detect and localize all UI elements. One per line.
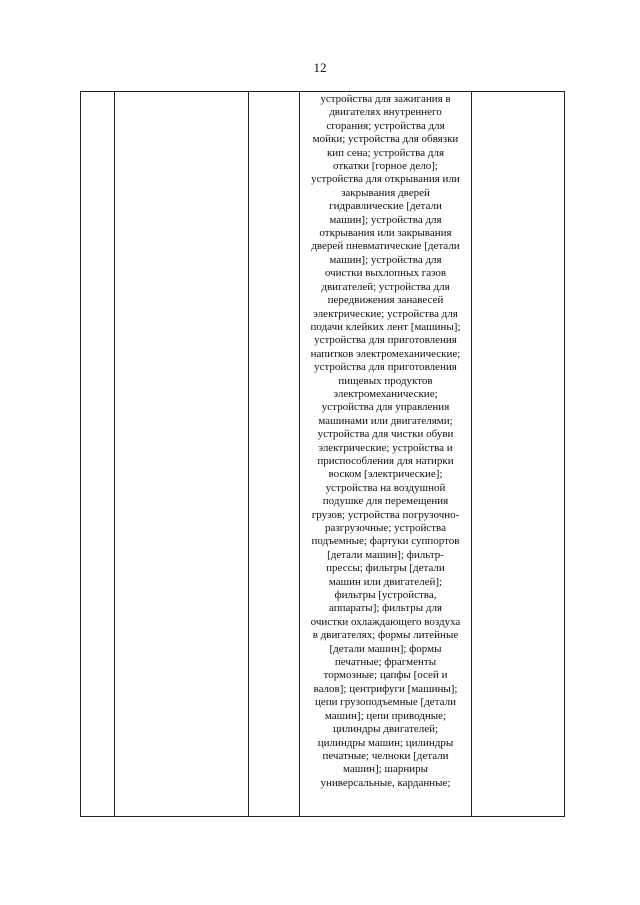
goods-line: машин или двигателей]; [328,575,443,588]
goods-line: кип сена; устройства для [326,146,445,159]
goods-line: машин]; шарниры [343,763,428,776]
goods-line: дверей пневматические [детали [311,240,460,253]
goods-line: прессы; фильтры [детали [326,562,445,575]
goods-line: печатные; челноки [детали [322,749,449,762]
goods-line: воском [электрические]; [328,468,443,481]
goods-line: пищевых продуктов [338,374,433,387]
table-cell-number [81,92,115,817]
page-number: 12 [313,60,327,75]
table-cell-notes [472,92,565,817]
goods-line: сгорания; устройства для [326,119,445,132]
goods-line: гидравлические [детали [329,200,442,213]
goods-line: печатные; фрагменты [334,656,437,669]
goods-line: очистки выхлопных газов [324,267,447,280]
goods-line: напитков электромеханические; [310,347,461,360]
goods-line: [детали машин]; формы [329,642,442,655]
goods-line: устройства для управления [321,401,450,414]
goods-line: машин]; устройства для [329,213,442,226]
table-cell-class [249,92,300,817]
table-cell-name [115,92,249,817]
goods-line: тормозные; цапфы [осей и [323,669,448,682]
goods-line: в двигателях; формы литейные [312,629,459,642]
goods-line: подъемные; фартуки суппортов [311,535,460,548]
goods-line: цилиндры двигателей; [332,723,439,736]
goods-line: электрические; устройства и [318,441,453,454]
goods-line: машин]; цепи приводные; [324,709,447,722]
goods-line: цепи грузоподъемные [детали [315,696,456,709]
goods-line: цилиндры машин; цилиндры [317,736,454,749]
table-cell-goods [300,92,472,817]
goods-line: устройства для чистки обуви [317,428,454,441]
goods-line: электромеханические; [333,387,438,400]
goods-line: устройства для открывания или [311,173,460,186]
goods-line: [детали машин]; фильтр- [327,548,444,561]
table-row [81,92,565,817]
goods-line: очистки охлаждающего воздуха [310,615,461,628]
goods-line: аппараты]; фильтры для [329,602,442,615]
goods-line: подушке для перемещения [322,495,449,508]
goods-line: электрические; устройства для [313,307,458,320]
goods-line: машинами или двигателями; [318,414,453,427]
goods-line: универсальные, карданные; [320,776,451,789]
goods-line: устройства для приготовления [314,361,457,374]
goods-line: двигателей; устройства для [321,280,450,293]
goods-line: валов]; центрифуги [машины]; [313,682,458,695]
goods-line: фильтры [устройства, [334,589,437,602]
goods-line: устройства для приготовления [314,334,457,347]
goods-line: передвижения занавесей [327,294,444,307]
goods-line: грузов; устройства погрузочно- [311,508,460,521]
goods-table [80,91,565,817]
goods-line: подачи клейких лент [машины]; [310,320,461,333]
goods-line: двигателях внутреннего [329,106,442,119]
goods-line: закрывания дверей [341,186,430,199]
goods-line: приспособления для натирки [317,454,454,467]
goods-line: машин]; устройства для [329,253,442,266]
goods-line: открывания или закрывания [319,227,452,240]
goods-line: устройства для зажигания в [320,93,451,105]
goods-list-text [300,92,471,790]
goods-line: мойки; устройства для обвязки [312,133,459,146]
goods-line: откатки [горное дело]; [333,160,438,173]
goods-line: разгрузочные; устройства [325,522,446,534]
goods-line: устройства на воздушной [325,481,446,494]
